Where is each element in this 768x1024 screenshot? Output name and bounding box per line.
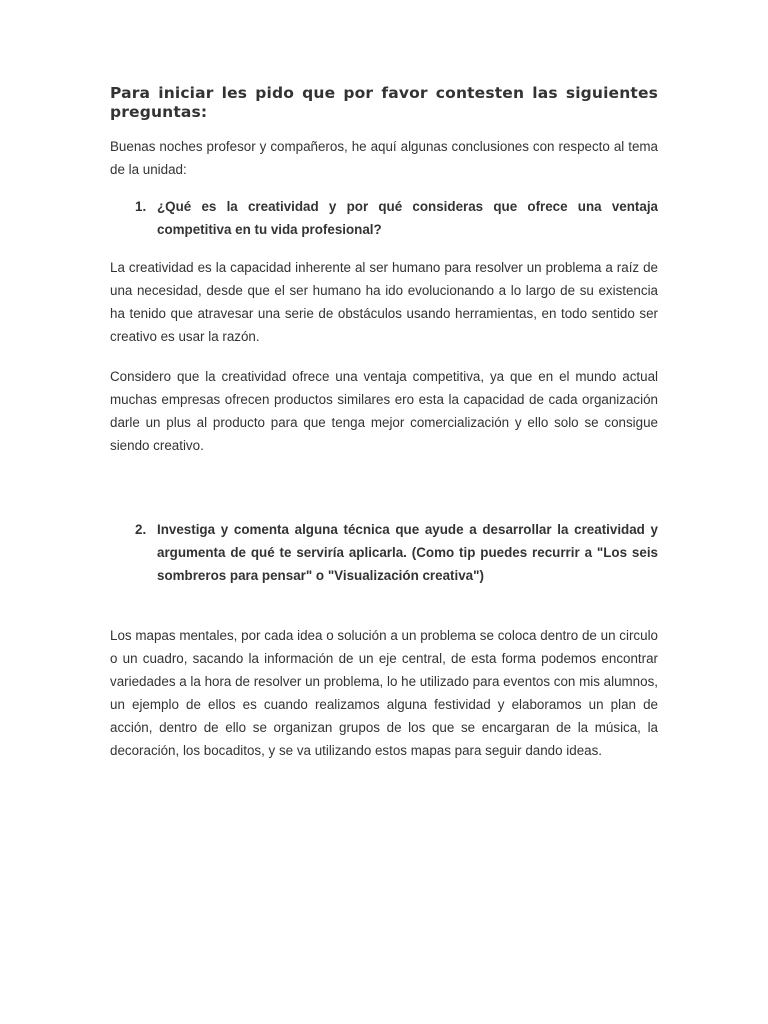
- question-1-number: 1.: [135, 199, 147, 214]
- document-heading: [110, 84, 658, 122]
- question-2: [110, 518, 658, 587]
- intro-paragraph: Buenas noches profesor y compañeros, he aquí algunas conclusiones con respecto al tema de la unidad:: [110, 139, 658, 177]
- answer-2-paragraph-1: Los mapas mentales, por cada idea o solución a un problema se coloca dentro de un circulo o un cuadro, sacando la información de un eje central, de esta forma podemos encontrar variedades a la hora de resolver un problema, lo he utilizado para eventos con mis alumnos, un ejemplo de ellos es cuando realizamos alguna festividad y elaboramos un plan de acción, dentro de ello se organizan grupos de los que se encargaran de la música, la decoración, los bocaditos, y se va utilizando estos mapas para seguir dando ideas.: [110, 628, 658, 758]
- answer-1-paragraph-2: Considero que la creatividad ofrece una ventaja competitiva, ya que en el mundo actual muchas empresas ofrecen productos similares ero esta la capacidad de cada organización darle un plus al producto para que tenga mejor comercialización y ello solo se consigue siendo creativo.: [110, 369, 658, 453]
- question-2-number: 2.: [135, 522, 147, 537]
- answer-1-paragraph-1: La creatividad es la capacidad inherente al ser humano para resolver un problema a raíz de una necesidad, desde que el ser humano ha ido evolucionando a lo largo de su existencia ha tenido que atravesar una serie de obstáculos usando herramientas, en todo sentido ser creativo es usar la razón.: [110, 260, 658, 344]
- heading-line-1: Para iniciar les pido que por favor contesten las siguientes: [110, 84, 658, 102]
- document-page: [110, 84, 658, 762]
- question-1-text: ¿Qué es la creatividad y por qué consideras que ofrece una ventaja competitiva en tu vida profesional?: [157, 199, 658, 237]
- question-1: [110, 195, 658, 241]
- question-2-text: Investiga y comenta alguna técnica que ayude a desarrollar la creatividad y argumenta de qué te serviría aplicarla. (Como tip puedes recurrir a "Los seis sombreros para pensar" o "Visualización creativa"): [157, 522, 658, 583]
- heading-line-2: preguntas:: [110, 103, 208, 121]
